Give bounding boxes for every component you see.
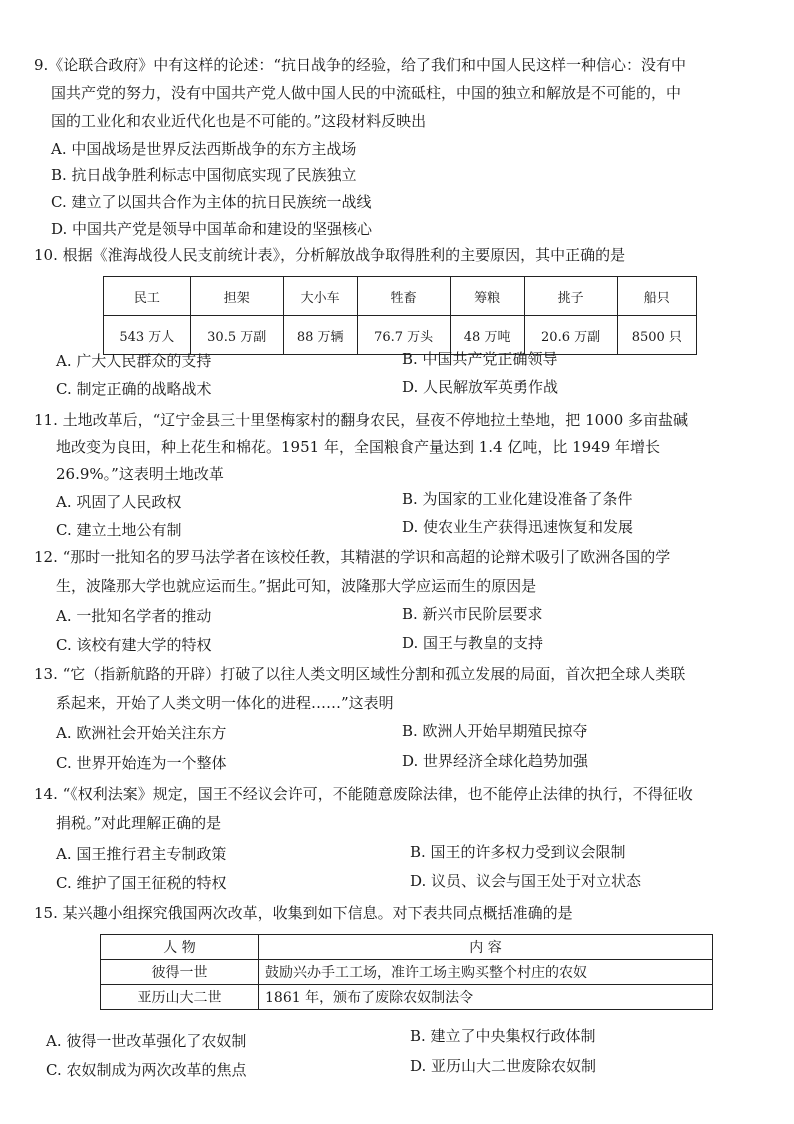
table-header-cell: 内 容 [259,935,713,960]
q13-stem-line1: 13. “它（指新航路的开辟）打破了以往人类文明区域性分割和孤立发展的局面，首次把全球人类联 [34,665,686,683]
q10-option-b[interactable]: B. 中国共产党正确领导 [402,350,558,368]
table-header-cell: 民工 [104,277,191,316]
q9-stem-line1: 9.《论联合政府》中有这样的论述：“抗日战争的经验，给了我们和中国人民这样一种信心：没有中 [34,56,686,74]
q10-stem: 10. 根据《淮海战役人民支前统计表》，分析解放战争取得胜利的主要原因，其中正确的是 [34,246,626,264]
q14-stem-line1: 14. “《权利法案》规定，国王不经议会许可，不能随意废除法律，也不能停止法律的执行，不得征收 [34,785,693,803]
table-cell: 1861 年，颁布了废除农奴制法令 [259,985,713,1010]
q11-stem-line1: 11. 土地改革后，“辽宁金县三十里堡梅家村的翻身农民，昼夜不停地拉土垫地，把 1000 多亩盐碱 [34,411,689,429]
q11-option-b[interactable]: B. 为国家的工业化建设准备了条件 [402,490,633,508]
q9-option-d[interactable]: D. 中国共产党是领导中国革命和建设的坚强核心 [51,220,373,238]
q13-option-b[interactable]: B. 欧洲人开始早期殖民掠夺 [402,722,588,740]
table-header-cell: 担架 [190,277,283,316]
q15-stem: 15. 某兴趣小组探究俄国两次改革，收集到如下信息。对下表共同点概括准确的是 [34,904,573,922]
table-cell: 鼓励兴办手工工场，准许工场主购买整个村庄的农奴 [259,960,713,985]
table-cell: 20.6 万副 [524,316,617,355]
table-cell: 543 万人 [104,316,191,355]
table-row [101,985,713,1010]
q15-reform-table [100,934,713,1010]
table-header-row [104,277,697,316]
q12-stem-line2: 生，波隆那大学也就应运而生。”据此可知，波隆那大学应运而生的原因是 [56,577,537,595]
q12-option-c[interactable]: C. 该校有建大学的特权 [56,636,212,654]
q14-option-c[interactable]: C. 维护了国王征税的特权 [56,874,227,892]
q10-option-a[interactable]: A. 广大人民群众的支持 [56,352,212,370]
q9-stem-line2: 国共产党的努力，没有中国共产党人做中国人民的中流砥柱，中国的独立和解放是不可能的，中 [51,84,682,102]
table-header-cell: 牲畜 [357,277,450,316]
table-header-row [101,935,713,960]
q9-option-b[interactable]: B. 抗日战争胜利标志中国彻底实现了民族独立 [51,166,357,184]
q12-option-a[interactable]: A. 一批知名学者的推动 [56,607,212,625]
table-cell: 8500 只 [617,316,696,355]
q14-option-b[interactable]: B. 国王的许多权力受到议会限制 [410,843,626,861]
q13-stem-line2: 系起来，开始了人类文明一体化的进程……”这表明 [56,694,394,712]
q11-option-a[interactable]: A. 巩固了人民政权 [56,493,182,511]
q15-option-d[interactable]: D. 亚历山大二世废除农奴制 [410,1057,597,1075]
q9-option-a[interactable]: A. 中国战场是世界反法西斯战争的东方主战场 [51,140,357,158]
q14-option-d[interactable]: D. 议员、议会与国王处于对立状态 [410,872,642,890]
q13-option-c[interactable]: C. 世界开始连为一个整体 [56,754,227,772]
q15-option-b[interactable]: B. 建立了中央集权行政体制 [410,1027,596,1045]
q10-support-table [103,276,697,355]
table-row [101,960,713,985]
q11-option-c[interactable]: C. 建立土地公有制 [56,521,182,539]
q12-option-b[interactable]: B. 新兴市民阶层要求 [402,605,543,623]
table-cell: 76.7 万头 [357,316,450,355]
table-row [104,316,697,355]
table-header-cell: 人 物 [101,935,259,960]
q12-option-d[interactable]: D. 国王与教皇的支持 [402,634,544,652]
table-header-cell: 挑子 [524,277,617,316]
table-cell: 48 万吨 [450,316,524,355]
q13-option-a[interactable]: A. 欧洲社会开始关注东方 [56,724,227,742]
q13-option-d[interactable]: D. 世界经济全球化趋势加强 [402,752,589,770]
q15-option-a[interactable]: A. 彼得一世改革强化了农奴制 [46,1032,247,1050]
table-cell: 88 万辆 [283,316,357,355]
q9-stem-line3: 国的工业化和农业近代化也是不可能的。”这段材料反映出 [51,112,427,130]
q14-option-a[interactable]: A. 国王推行君主专制政策 [56,845,227,863]
table-cell: 彼得一世 [101,960,259,985]
q11-stem-line2: 地改变为良田，种上花生和棉花。1951 年，全国粮食产量达到 1.4 亿吨，比 1949 年增长 [56,438,661,456]
table-header-cell: 船只 [617,277,696,316]
q9-option-c[interactable]: C. 建立了以国共合作为主体的抗日民族统一战线 [51,193,372,211]
q11-option-d[interactable]: D. 使农业生产获得迅速恢复和发展 [402,518,634,536]
table-cell: 亚历山大二世 [101,985,259,1010]
q10-option-c[interactable]: C. 制定正确的战略战术 [56,380,212,398]
q11-stem-line3: 26.9%。”这表明土地改革 [56,465,224,483]
table-header-cell: 大小车 [283,277,357,316]
q12-stem-line1: 12. “那时一批知名的罗马法学者在该校任教，其精湛的学识和高超的论辩术吸引了欧洲各国的学 [34,548,671,566]
q15-option-c[interactable]: C. 农奴制成为两次改革的焦点 [46,1061,247,1079]
table-cell: 30.5 万副 [190,316,283,355]
q14-stem-line2: 捐税。”对此理解正确的是 [56,814,222,832]
table-header-cell: 筹粮 [450,277,524,316]
q10-option-d[interactable]: D. 人民解放军英勇作战 [402,378,559,396]
